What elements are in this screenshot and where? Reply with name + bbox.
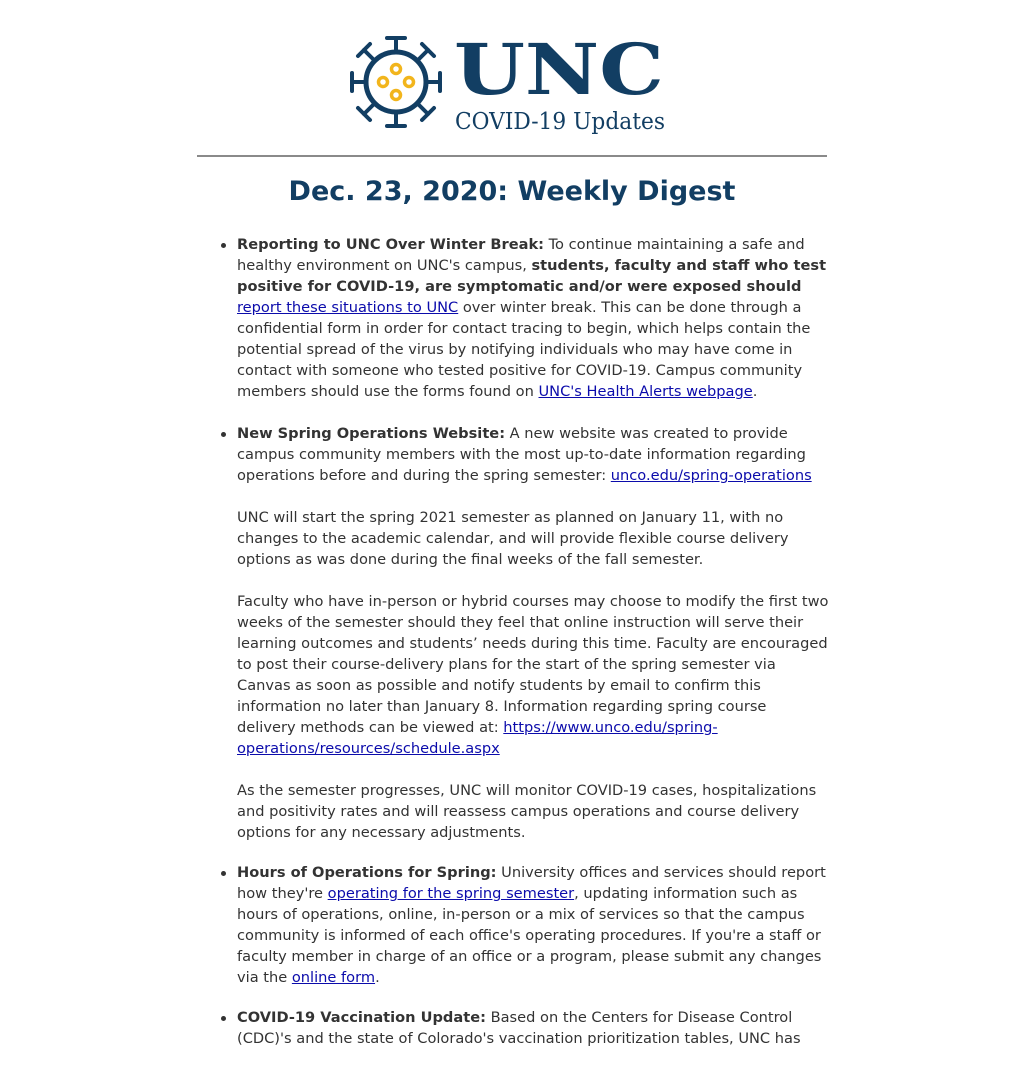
spring-operations-link[interactable]: unco.edu/spring-operations <box>610 467 812 484</box>
item-paragraph <box>237 234 829 402</box>
online-form-link[interactable]: online form <box>291 969 376 986</box>
item-text: over winter break. This can be done through a confidential form in order for contact tracing to begin, which helps contain the potential spread of the virus by notifying individuals who may have come in contact with someone who tested positive for COVID-19. Campus community members should use the forms found on <box>237 299 811 400</box>
item-text: A new website was created to provide campus community members with the most up-to-date information regarding operations before and during the spring semester: <box>237 425 806 484</box>
item-paragraph <box>237 423 829 486</box>
item-paragraph <box>237 1007 829 1049</box>
unc-wordmark: UNC <box>454 30 664 111</box>
item-text: , updating information such as hours of operations, online, in-person or a mix of services so that the campus community is informed of each office's operating procedures. If you're a staff or faculty member in charge of an office or a program, please submit any changes via the <box>237 885 822 986</box>
item-text: University offices and services should report how they're <box>237 864 826 902</box>
report-situations-link[interactable]: report these situations to UNC <box>237 299 459 316</box>
item-text: To continue maintaining a safe and healthy environment on UNC's campus, <box>237 236 805 274</box>
list-item <box>237 862 829 988</box>
list-item <box>237 423 829 843</box>
item-paragraph <box>237 591 829 759</box>
item-heading: New Spring Operations Website: <box>237 425 506 442</box>
item-emphasis: students, faculty and staff who test positive for COVID-19, are symptomatic and/or were exposed should <box>237 257 827 295</box>
item-text: . <box>375 969 380 986</box>
list-item <box>237 234 829 402</box>
item-heading: COVID-19 Vaccination Update: <box>237 1009 486 1026</box>
item-paragraph: As the semester progresses, UNC will monitor COVID-19 cases, hospitalizations and positivity rates and will reassess campus operations and course delivery options for any necessary adjustments. <box>237 782 817 841</box>
item-paragraph: UNC will start the spring 2021 semester as planned on January 11, with no changes to the academic calendar, and will provide flexible course delivery options as was done during the final weeks of the fall semester. <box>237 509 789 568</box>
list-item <box>237 1007 829 1049</box>
health-alerts-link[interactable]: UNC's Health Alerts webpage <box>538 383 753 400</box>
item-paragraph <box>237 862 829 988</box>
header-divider <box>197 155 827 157</box>
item-text: Based on the Centers for Disease Control (CDC)'s and the state of Colorado's vaccination prioritization tables, UNC has <box>237 1009 801 1047</box>
schedule-link[interactable]: https://www.unco.edu/spring-operations/resources/schedule.aspx <box>237 719 718 757</box>
item-text: Faculty who have in-person or hybrid courses may choose to modify the first two weeks of the semester should they feel that online instruction will serve their learning outcomes and students’ needs during this time. Faculty are encouraged to post their course-delivery plans for the start of the spring semester via Canvas as soon as possible and notify students by email to confirm this information no later than January 8. Information regarding spring course delivery methods can be viewed at: <box>237 593 829 736</box>
digest-content <box>237 234 829 1068</box>
item-text: . <box>752 383 758 400</box>
unc-logo-graphic <box>340 30 680 140</box>
unc-covid-logo <box>340 30 680 140</box>
spring-semester-link[interactable]: operating for the spring semester <box>327 885 575 902</box>
digest-list <box>237 234 829 1049</box>
item-heading: Hours of Operations for Spring: <box>237 864 497 881</box>
page-title: Dec. 23, 2020: Weekly Digest <box>288 176 736 207</box>
item-heading: Reporting to UNC Over Winter Break: <box>237 236 544 253</box>
covid-updates-subtitle: COVID-19 Updates <box>455 109 665 135</box>
virus-icon <box>352 38 440 126</box>
